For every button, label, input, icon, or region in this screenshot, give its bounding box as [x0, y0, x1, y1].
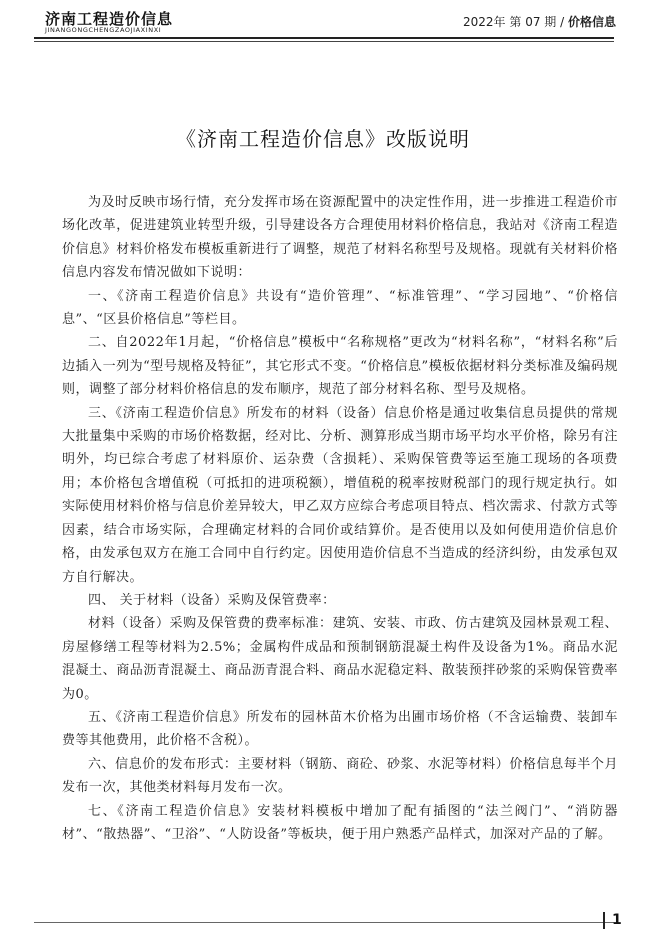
- header-rule-thin: [34, 41, 614, 42]
- page-number: 1: [612, 912, 622, 928]
- page-title: 《济南工程造价信息》改版说明: [176, 127, 470, 151]
- paragraph-item-6: 六、信息价的发布形式：主要材料（钢筋、商砼、砂浆、水泥等材料）价格信息每半个月发布一次，其他类材料每月发布一次。: [62, 756, 618, 796]
- issue-number: 第 07 期: [509, 15, 557, 29]
- header-rule-thick: [34, 37, 614, 39]
- issue-info: [463, 13, 616, 30]
- publication-pinyin: JINANGONGCHENGZAOJIAXINXI: [45, 26, 162, 34]
- footer-rule: [34, 922, 614, 923]
- header-separator: /: [560, 15, 565, 29]
- paragraph-item-5: 五、《济南工程造价信息》所发布的园林苗木价格为出圃市场价格（不含运输费、装卸车费等其他费用，此价格不含税）。: [62, 709, 618, 749]
- paragraph-item-2: 二、自2022年1月起，“价格信息”模板中“名称规格”更改为“材料名称”，“材料名称”后边插入一列为“型号规格及特征”，其它形式不变。“价格信息”模板依据材料分类标准及编码规则，调整了部分材料价格信息的发布顺序，规范了部分材料名称、型号及规格。: [62, 335, 618, 398]
- section-name: 价格信息: [567, 15, 616, 29]
- publication-name: 济南工程造价信息: [45, 10, 174, 28]
- paragraph-item-4-detail: 材料（设备）采购及保管费的费率标准：建筑、安装、市政、仿古建筑及园林景观工程、房屋修缮工程等材料为2.5%；金属构件成品和预制钢筋混凝土构件及设备为1%。商品水泥混凝土、商品沥青混凝土、商品沥青混合料、商品水泥稳定料、散装预拌砂浆的采购保管费率为0。: [62, 616, 618, 702]
- page-number-marker: [603, 912, 605, 929]
- paragraph-item-4: 四、 关于材料（设备）采购及保管费率：: [88, 592, 336, 608]
- paragraph-item-3: 三、《济南工程造价信息》所发布的材料（设备）信息价格是通过收集信息员提供的常规大批量集中采购的市场价格数据，经对比、分析、测算形成当期市场平均水平价格，除另有注明外，均已综合考虑了材料原价、运杂费（含损耗）、采购保管费等运至施工现场的各项费用；本价格包含增值税（可抵扣的进项税额），增值税的税率按财税部门的现行规定执行。如实际使用材料价格与信息价差异较大，甲乙双方应综合考虑项目特点、档次需求、付款方式等因素，结合市场实际，合理确定材料的合同价或结算价。是否使用以及如何使用造价信息价格，由发承包双方在施工合同中自行约定。因使用造价信息不当造成的经济纠纷，由发承包双方自行解决。: [62, 405, 618, 585]
- paragraph-item-1: 一、《济南工程造价信息》共设有“造价管理”、“标准管理”、“学习园地”、“价格信息”、“区县价格信息”等栏目。: [62, 288, 618, 328]
- page-header: [0, 0, 646, 40]
- article-body: [62, 191, 618, 846]
- paragraph-item-7: 七、《济南工程造价信息》安装材料模板中增加了配有插图的“法兰阀门”、“消防器材”、“散热器”、“卫浴”、“人防设备”等板块，便于用户熟悉产品样式，加深对产品的了解。: [62, 803, 618, 842]
- issue-year: 2022年: [463, 15, 506, 29]
- paragraph-intro: 为及时反映市场行情，充分发挥市场在资源配置中的决定性作用，进一步推进工程造价市场化改革，促进建筑业转型升级，引导建设各方合理使用材料价格信息，我站对《济南工程造价信息》材料价格发布模板重新进行了调整，规范了材料名称型号及规格。现就有关材料价格信息内容发布情况做如下说明：: [62, 195, 618, 281]
